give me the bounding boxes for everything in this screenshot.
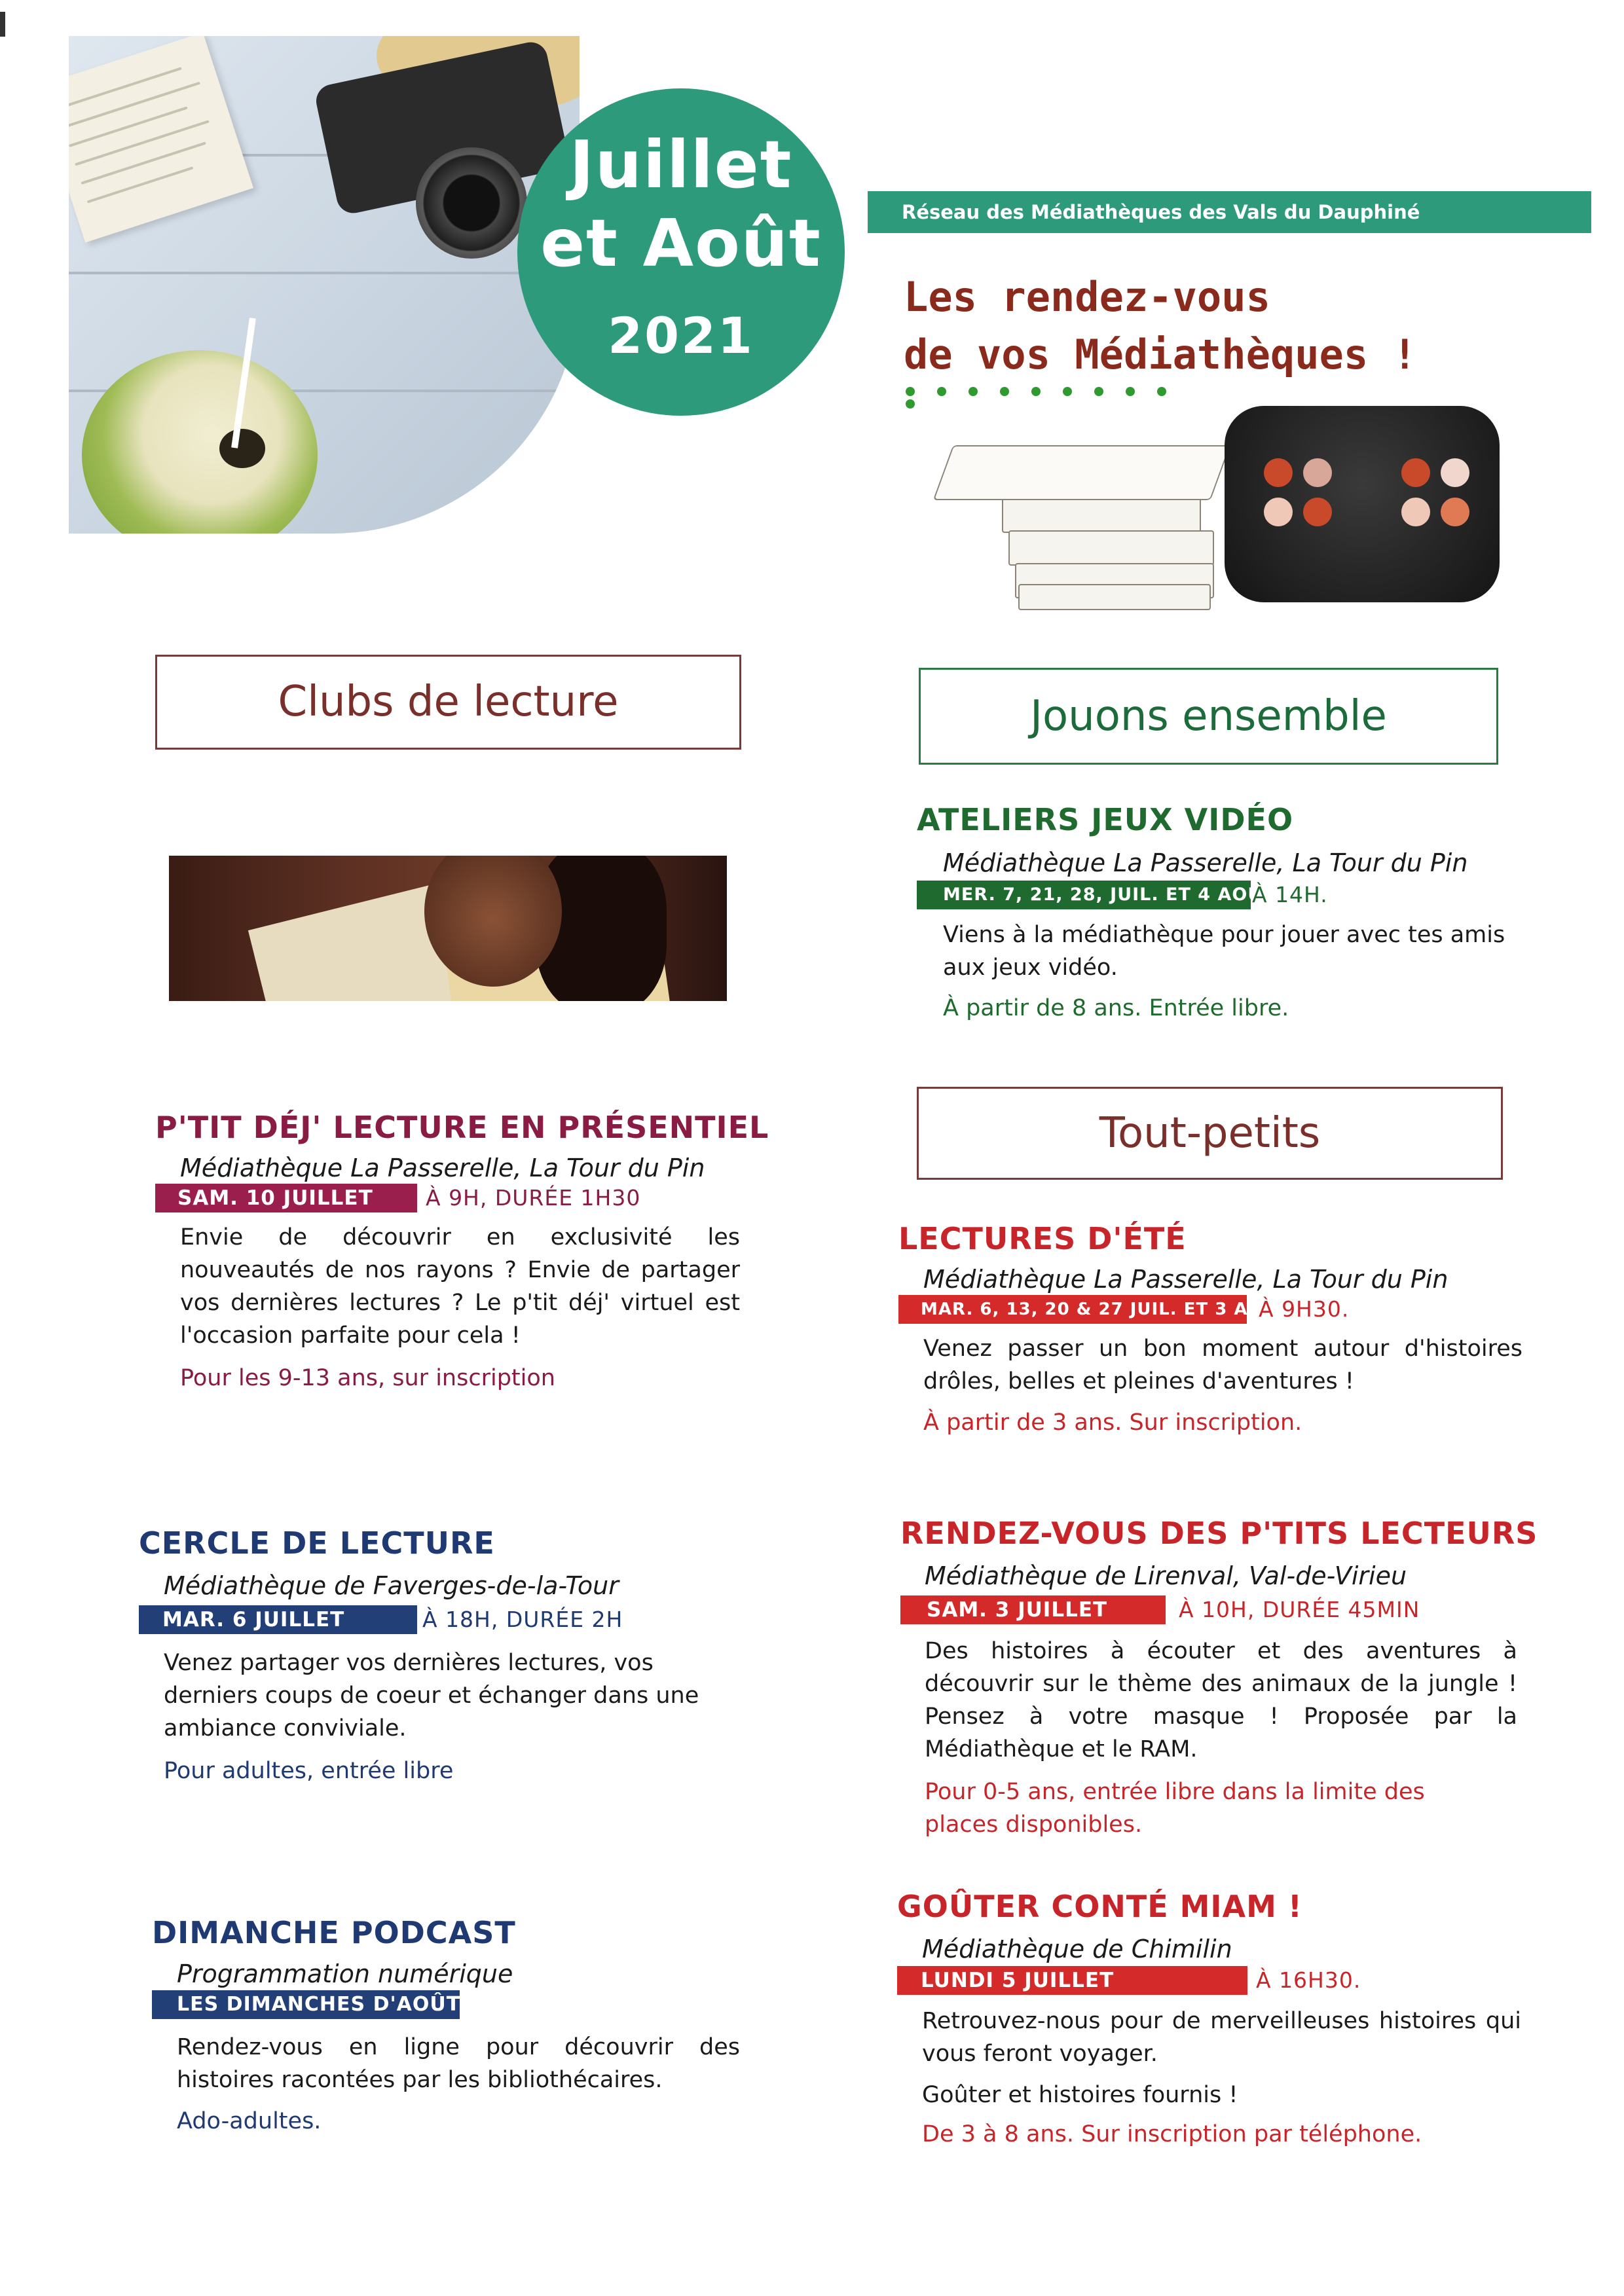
event-audience-lectures-ete: À partir de 3 ans. Sur inscription.: [923, 1410, 1302, 1436]
event-date-rdv-ptits: SAM. 3 JUILLET: [900, 1595, 1166, 1624]
event-date-ptit-dej: SAM. 10 JUILLET: [155, 1184, 417, 1212]
open-book-image: [69, 36, 253, 243]
event-audience-rdv-ptits: Pour 0-5 ans, entrée libre dans la limite des places disponibles.: [925, 1779, 1425, 1838]
dot-divider: [906, 386, 1213, 401]
section-jouons-ensemble: Jouons ensemble: [919, 668, 1498, 765]
event-place-gouter: Médiathèque de Chimilin: [922, 1935, 1232, 1963]
event-title-ptit-dej: P'TIT DÉJ' LECTURE EN PRÉSENTIEL: [155, 1110, 769, 1145]
scan-mark: [0, 12, 5, 37]
event-time-ateliers: À 14H.: [1252, 882, 1328, 907]
event-audience-podcast: Ado-adultes.: [177, 2108, 322, 2134]
event-desc-rdv-ptits: Des histoires à écouter et des aventures à découvrir sur le thème des animaux de la jungle ! Pensez à votre masque ! Proposée par la Médiathèque et le RAM.: [925, 1638, 1517, 1762]
event-place-ptit-dej: Médiathèque La Passerelle, La Tour du Pin: [180, 1154, 705, 1182]
event-date-ateliers: MER. 7, 21, 28, JUIL. ET 4 AOÛT: [917, 881, 1251, 909]
gamepad-icon: [1225, 406, 1500, 602]
network-banner: Réseau des Médiathèques des Vals du Dauphiné: [868, 191, 1591, 233]
page-headline: [904, 268, 1417, 384]
event-title-lectures-ete: LECTURES D'ÉTÉ: [898, 1221, 1187, 1256]
event-title-rdv-ptits: RENDEZ-VOUS DES P'TITS LECTEURS: [900, 1516, 1538, 1551]
books-and-gamepad-illustration: [930, 406, 1519, 615]
section-tout-petits: Tout-petits: [917, 1087, 1503, 1180]
event-desc-ptit-dej: Envie de découvrir en exclusivité les nouveautés de nos rayons ? Envie de partager vos dernières lectures ? Le p'tit déj' virtuel est l'occasion parfaite pour cela !: [180, 1224, 740, 1349]
date-circle: [517, 88, 845, 416]
event-audience-cercle: Pour adultes, entrée libre: [164, 1758, 454, 1784]
hero-photo: [69, 36, 580, 534]
event-date-podcast: LES DIMANCHES D'AOÛT: [152, 1990, 460, 2019]
event-place-ateliers: Médiathèque La Passerelle, La Tour du Pin: [943, 848, 1468, 877]
event-title-podcast: DIMANCHE PODCAST: [152, 1915, 516, 1950]
open-book-icon: [933, 445, 1231, 500]
event-place-rdv-ptits: Médiathèque de Lirenval, Val-de-Virieu: [925, 1561, 1407, 1590]
event-desc-podcast: Rendez-vous en ligne pour découvrir des histoires racontées par les bibliothécaires.: [177, 2034, 740, 2093]
event-time-rdv-ptits: À 10H, DURÉE 45MIN: [1179, 1597, 1420, 1622]
child-reading-photo: [169, 856, 727, 1001]
event-audience-ateliers: À partir de 8 ans. Entrée libre.: [943, 995, 1289, 1021]
event-place-lectures-ete: Médiathèque La Passerelle, La Tour du Pin: [923, 1265, 1449, 1294]
event-desc-lectures-ete: Venez passer un bon moment autour d'histoires drôles, belles et pleines d'aventures !: [923, 1336, 1522, 1394]
event-title-gouter: GOÛTER CONTÉ MIAM !: [897, 1889, 1302, 1924]
event-title-ateliers: ATELIERS JEUX VIDÉO: [917, 802, 1294, 837]
event-desc-gouter: Retrouvez-nous pour de merveilleuses histoires qui vous feront voyager.: [922, 2008, 1521, 2067]
headline-line-1: Les rendez-vous: [904, 273, 1270, 321]
event-time-cercle: À 18H, DURÉE 2H: [422, 1607, 623, 1632]
date-year: 2021: [608, 306, 754, 365]
event-desc-cercle: Venez partager vos dernières lectures, vos derniers coups de coeur et échanger dans une ambiance conviviale.: [164, 1650, 699, 1741]
event-place-cercle: Médiathèque de Faverges-de-la-Tour: [164, 1571, 619, 1600]
event-date-gouter: LUNDI 5 JUILLET: [897, 1966, 1247, 1995]
event-desc-ateliers: Viens à la médiathèque pour jouer avec tes amis aux jeux vidéo.: [943, 922, 1505, 981]
event-date-lectures-ete: MAR. 6, 13, 20 & 27 JUIL. ET 3 AOÛT: [898, 1295, 1247, 1324]
date-month-2: et Août: [540, 205, 822, 282]
headline-line-2: de vos Médiathèques !: [904, 331, 1417, 378]
date-month-1: Juillet: [569, 126, 793, 203]
camera-lens-image: [416, 147, 527, 259]
event-time-gouter: À 16H30.: [1256, 1967, 1361, 1993]
event-time-ptit-dej: À 9H, DURÉE 1H30: [426, 1185, 641, 1211]
event-date-cercle: MAR. 6 JUILLET: [139, 1605, 417, 1634]
event-desc2-gouter: Goûter et histoires fournis !: [922, 2082, 1238, 2108]
event-place-podcast: Programmation numérique: [177, 1959, 513, 1988]
event-audience-ptit-dej: Pour les 9-13 ans, sur inscription: [180, 1365, 555, 1391]
event-audience-gouter: De 3 à 8 ans. Sur inscription par téléphone.: [922, 2121, 1422, 2147]
coconut-image: [82, 350, 318, 534]
event-time-lectures-ete: À 9H30.: [1259, 1296, 1350, 1322]
section-clubs-de-lecture: Clubs de lecture: [155, 655, 741, 750]
event-title-cercle: CERCLE DE LECTURE: [139, 1525, 495, 1561]
